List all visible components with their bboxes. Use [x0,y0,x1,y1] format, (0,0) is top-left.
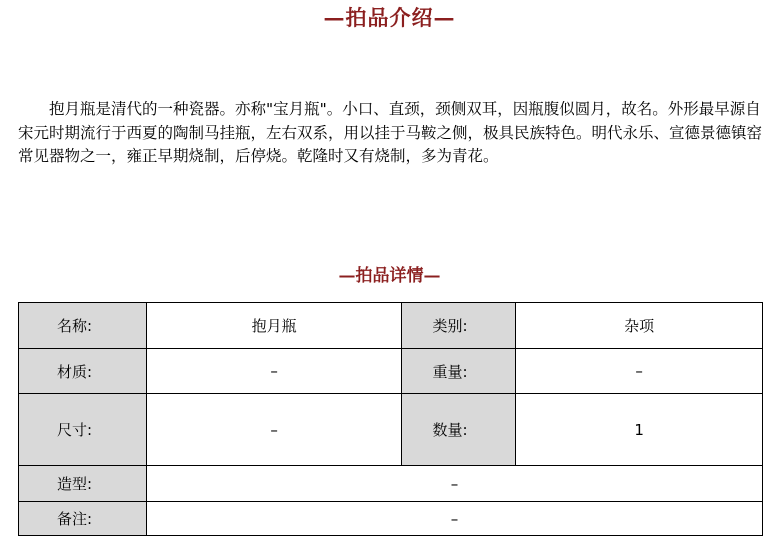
size-value: – [146,394,402,466]
intro-section-title: —拍品介绍— [323,5,456,30]
shape-label: 造型: [19,466,147,502]
table-row [19,394,763,466]
details-table [18,302,763,536]
material-label: 材质: [19,349,147,394]
category-value: 杂项 [516,303,763,349]
size-label: 尺寸: [19,394,147,466]
remark-value: – [146,502,762,536]
name-value: 抱月瓶 [146,303,402,349]
quantity-label: 数量: [402,394,516,466]
weight-value: – [516,349,763,394]
material-value: – [146,349,402,394]
table-row [19,466,763,502]
table-row [19,349,763,394]
weight-label: 重量: [402,349,516,394]
table-row [19,303,763,349]
quantity-value: 1 [516,394,763,466]
shape-value: – [146,466,762,502]
table-row [19,502,763,536]
details-section-title: —拍品详情— [338,266,441,286]
intro-paragraph: 抱月瓶是清代的一种瓷器。亦称"宝月瓶"。小口、直颈，颈侧双耳，因瓶腹似圆月，故名。外形最早源自宋元时期流行于西夏的陶制马挂瓶，左右双系，用以挂于马鞍之侧，极具民族特色。明代永乐、宣德景德镇窑常见器物之一，雍正早期烧制，后停烧。乾隆时又有烧制，多为青花。 [18,100,763,165]
category-label: 类别: [402,303,516,349]
remark-label: 备注: [19,502,147,536]
name-label: 名称: [19,303,147,349]
